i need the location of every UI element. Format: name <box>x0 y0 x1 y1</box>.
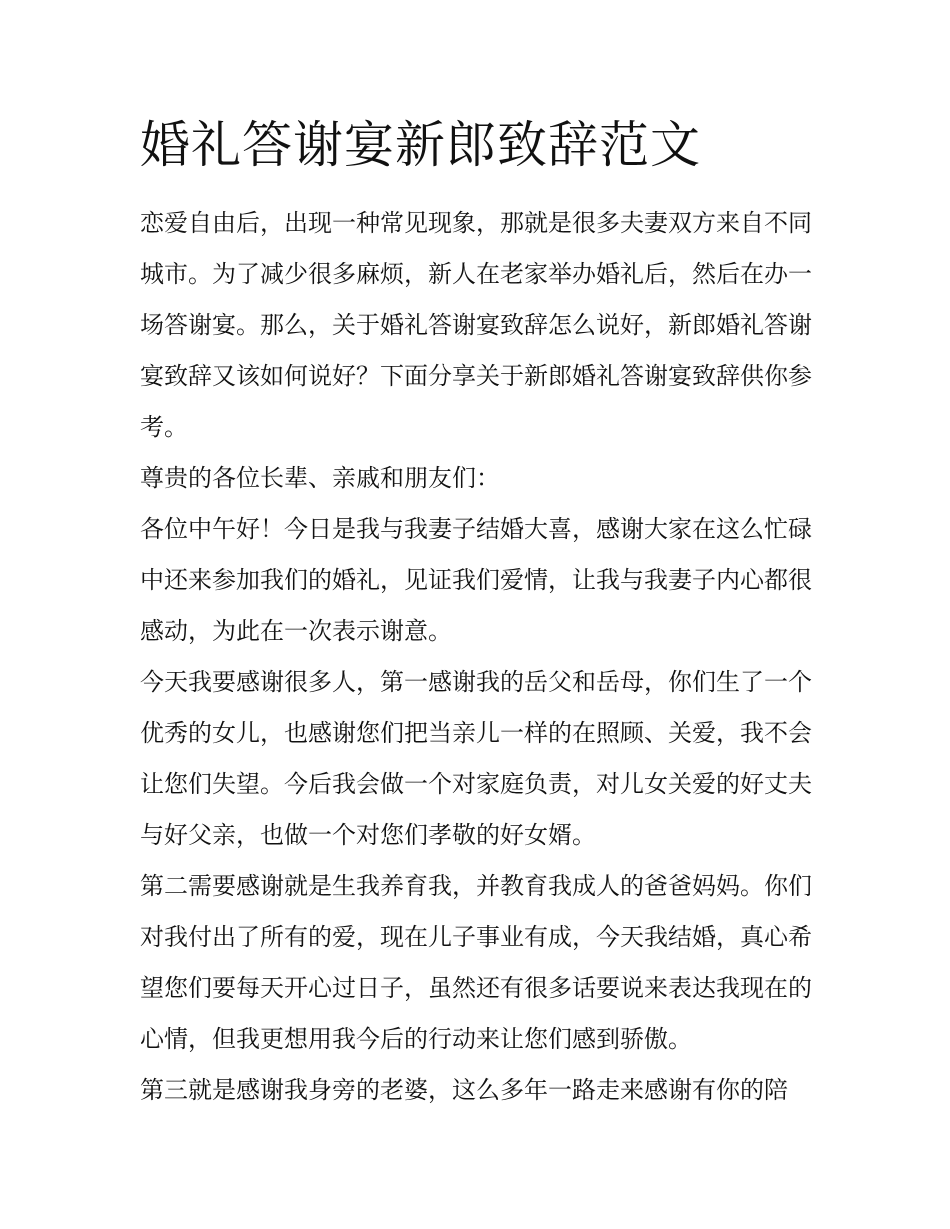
document-title: 婚礼答谢宴新郎致辞范文 <box>140 116 701 174</box>
paragraph-thanks-parents: 第二需要感谢就是生我养育我，并教育我成人的爸爸妈妈。你们对我付出了所有的爱，现在儿子事业有成，今天我结婚，真心希望您们要每天开心过日子，虽然还有很多话要说来表达我现在的心情，但我更想用我今后的行动来让您们感到骄傲。 <box>140 872 812 1053</box>
paragraph-salutation: 尊贵的各位长辈、亲戚和朋友们： <box>140 464 500 492</box>
document-page <box>140 110 812 1208</box>
paragraph-greeting: 各位中午好！今日是我与我妻子结婚大喜，感谢大家在这么忙碌中还来参加我们的婚礼，见证我们爱情，让我与我妻子内心都很感动，为此在一次表示谢意。 <box>140 515 812 645</box>
paragraph-thanks-in-laws: 今天我要感谢很多人，第一感谢我的岳父和岳母，你们生了一个优秀的女儿，也感谢您们把当亲儿一样的在照顾、关爱，我不会让您们失望。今后我会做一个对家庭负责，对儿女关爱的好丈夫与好父亲，也做一个对您们孝敬的好女婿。 <box>140 668 812 849</box>
paragraph-intro: 恋爱自由后，出现一种常见现象，那就是很多夫妻双方来自不同城市。为了减少很多麻烦，新人在老家举办婚礼后，然后在办一场答谢宴。那么，关于婚礼答谢宴致辞怎么说好，新郎婚礼答谢宴致辞又该如何说好？下面分享关于新郎婚礼答谢宴致辞供你参考。 <box>140 209 812 441</box>
document-body <box>140 198 812 1208</box>
paragraph-thanks-wife: 第三就是感谢我身旁的老婆，这么多年一路走来感谢有你的陪 <box>140 1076 788 1104</box>
